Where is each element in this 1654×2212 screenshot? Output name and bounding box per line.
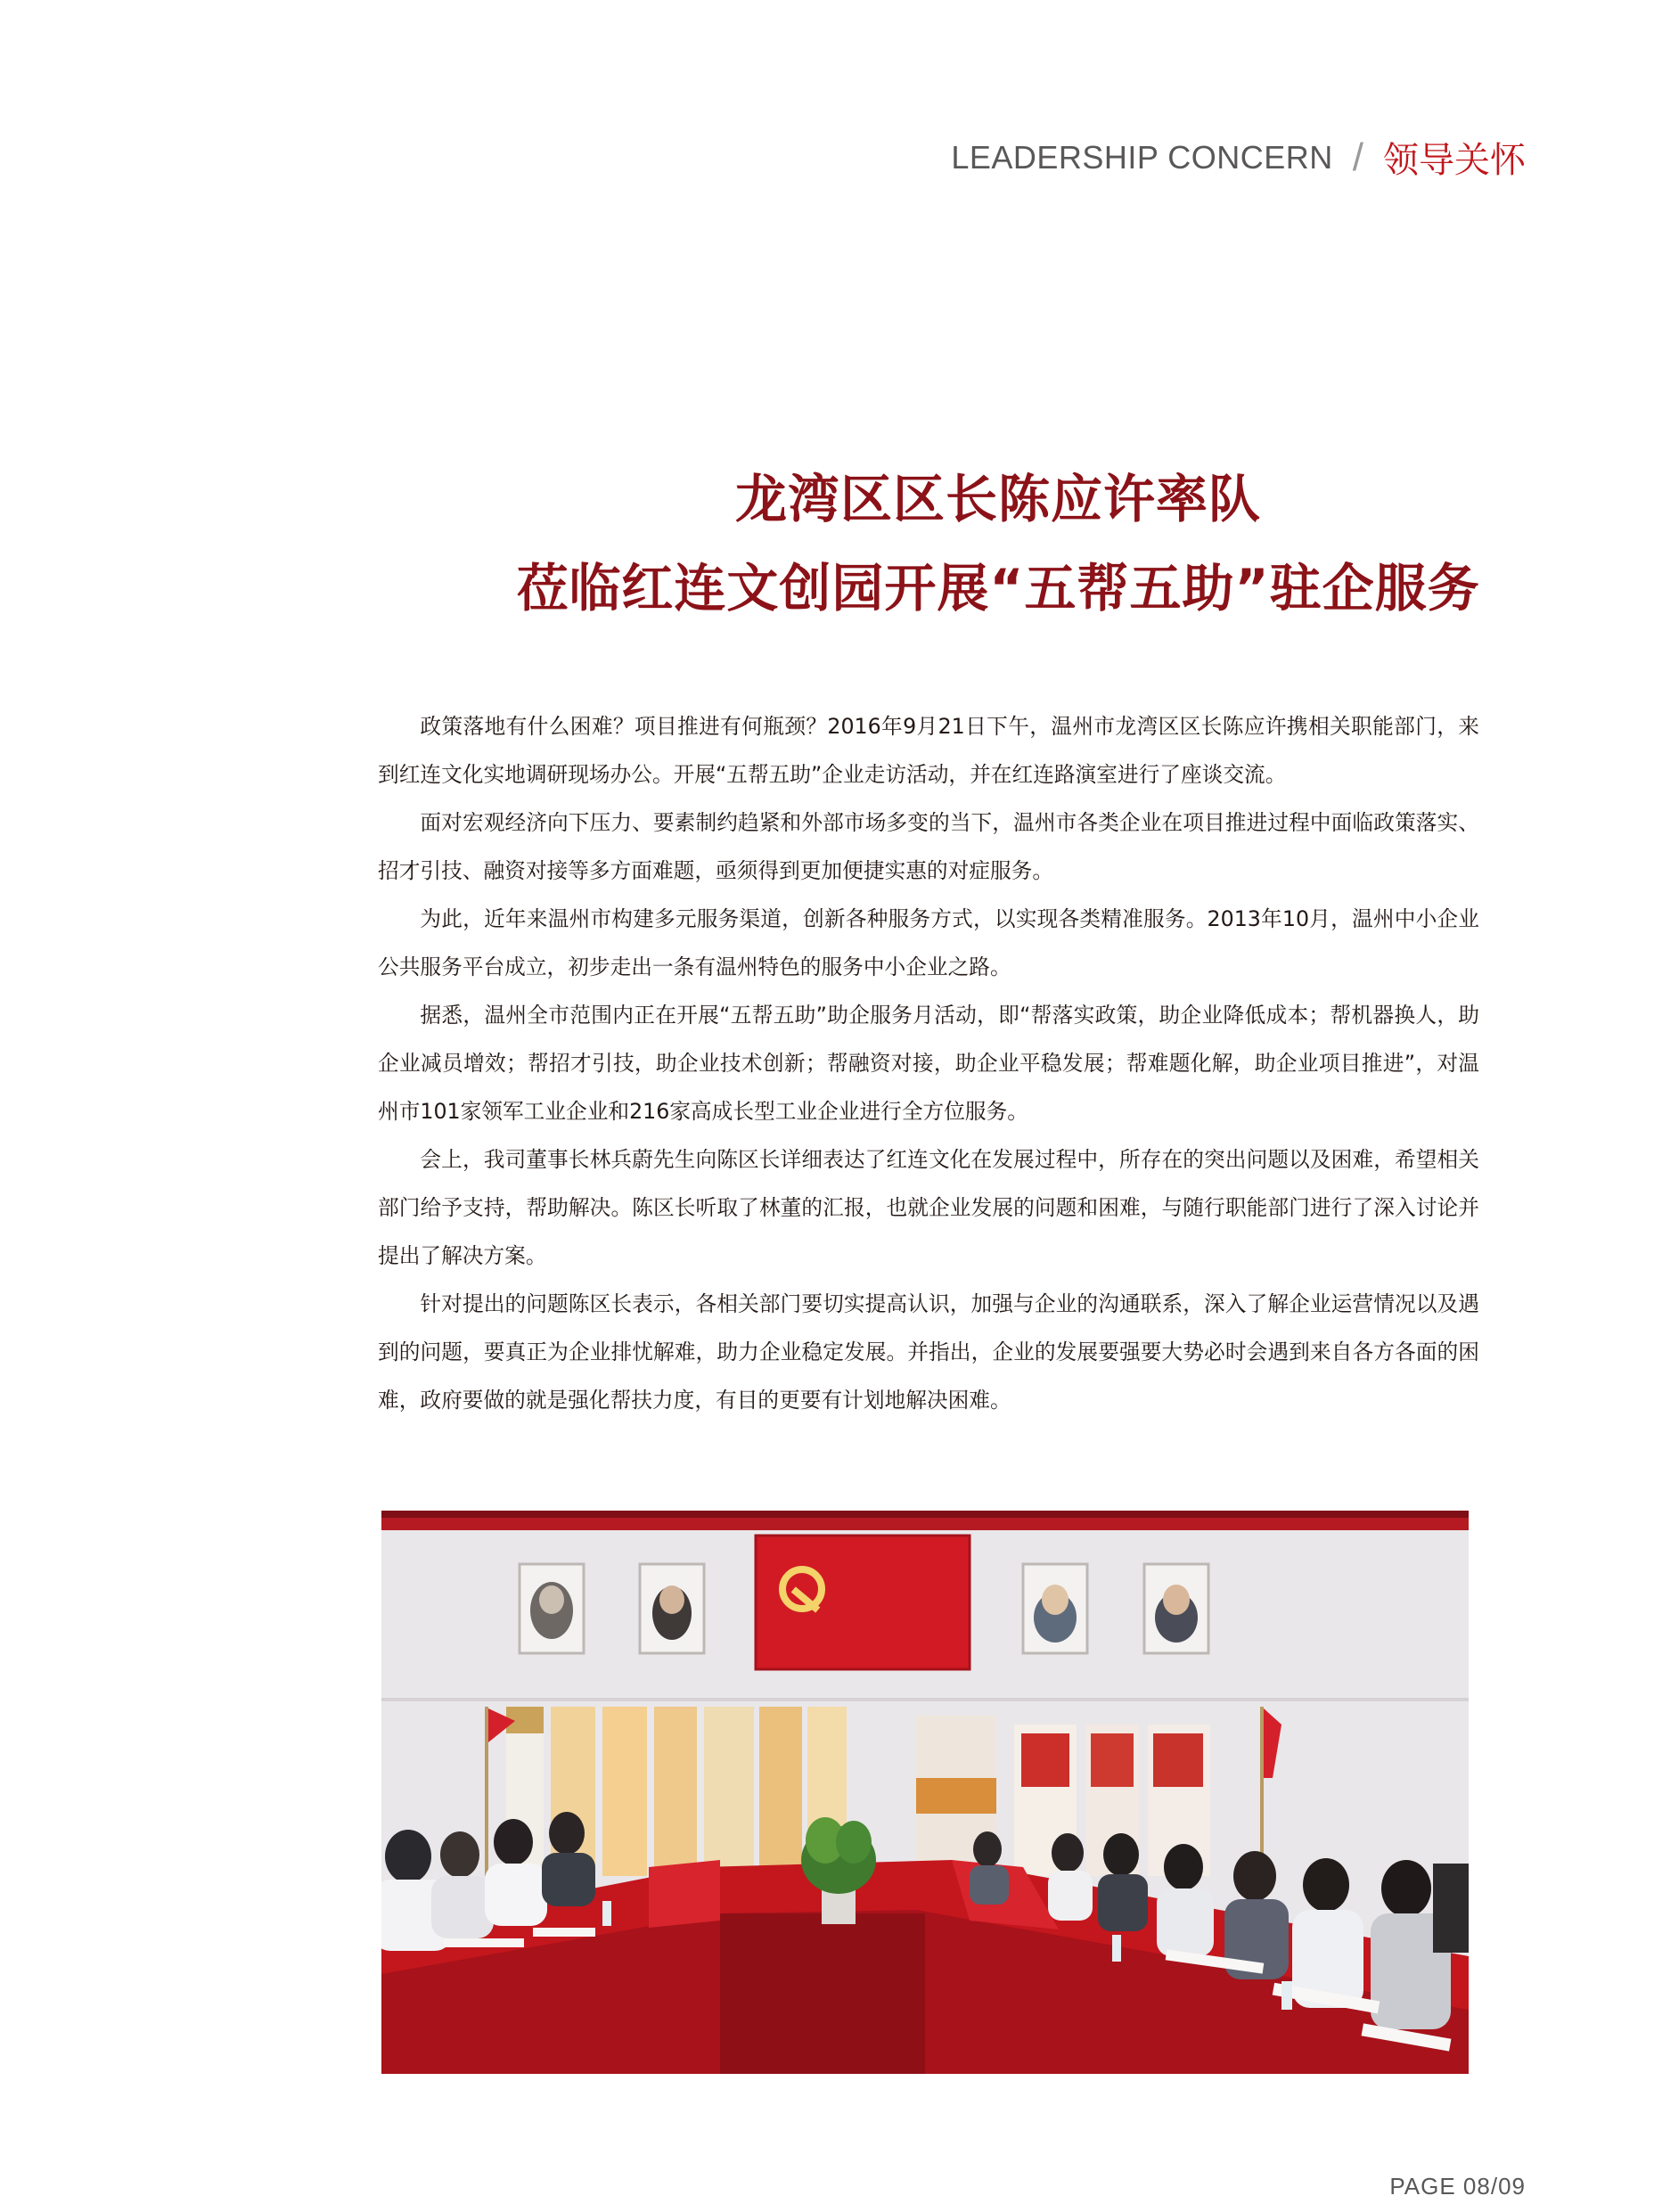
article-title-line-2: 莅临红连文创园开展“五帮五助”驻企服务 <box>516 558 1480 619</box>
paragraph-3: 为此，近年来温州市构建多元服务渠道，创新各种服务方式，以实现各类精准服务。2013年10月，温州中小企业公共服务平台成立，初步走出一条有温州特色的服务中小企业之路。 <box>378 906 1479 979</box>
paragraph-5: 会上，我司董事长林兵蔚先生向陈区长详细表达了红连文化在发展过程中，所存在的突出问题以及困难，希望相关部门给予支持，帮助解决。陈区长听取了林董的汇报，也就企业发展的问题和困难，与随行职能部门进行了深入讨论并提出了解决方案。 <box>378 1147 1479 1268</box>
paragraph-1: 政策落地有什么困难？项目推进有何瓶颈？2016年9月21日下午，温州市龙湾区区长陈应许携相关职能部门，来到红连文化实地调研现场办公。开展“五帮五助”企业走访活动，并在红连路演室进行了座谈交流。 <box>378 714 1479 787</box>
section-title-en: LEADERSHIP CONCERN <box>951 138 1333 176</box>
section-title-cn: 领导关怀 <box>1383 140 1526 181</box>
portrait-1 <box>520 1564 584 1653</box>
header-divider: / <box>1352 135 1363 179</box>
portrait-2 <box>640 1564 704 1653</box>
article-body <box>378 702 1479 1424</box>
portrait-3 <box>1023 1564 1087 1653</box>
paragraph-4: 据悉，温州全市范围内正在开展“五帮五助”助企服务月活动，即“帮落实政策，助企业降低成本；帮机器换人，助企业减员增效；帮招才引技，助企业技术创新；帮融资对接，助企业平稳发展；帮难题化解，助企业项目推进”，对温州市101家领军工业企业和216家高成长型工业企业进行全方位服务。 <box>378 1003 1479 1124</box>
portrait-4 <box>1144 1564 1208 1653</box>
party-banner <box>756 1536 970 1669</box>
article-title-line-1: 龙湾区区长陈应许率队 <box>734 469 1261 529</box>
meeting-photo <box>381 1511 1469 2074</box>
page-number: PAGE 08/09 <box>1389 2173 1526 2200</box>
section-header <box>951 132 1526 183</box>
paragraph-2: 面对宏观经济向下压力、要素制约趋紧和外部市场多变的当下，温州市各类企业在项目推进过程中面临政策落实、招才引技、融资对接等多方面难题，亟须得到更加便捷实惠的对症服务。 <box>378 810 1479 883</box>
article-title <box>356 455 1640 633</box>
paragraph-6: 针对提出的问题陈区长表示，各相关部门要切实提高认识，加强与企业的沟通联系，深入了解企业运营情况以及遇到的问题，要真正为企业排忧解难，助力企业稳定发展。并指出，企业的发展要强要大势必时会遇到来自各方各面的困难，政府要做的就是强化帮扶力度，有目的更要有计划地解决困难。 <box>378 1291 1479 1413</box>
